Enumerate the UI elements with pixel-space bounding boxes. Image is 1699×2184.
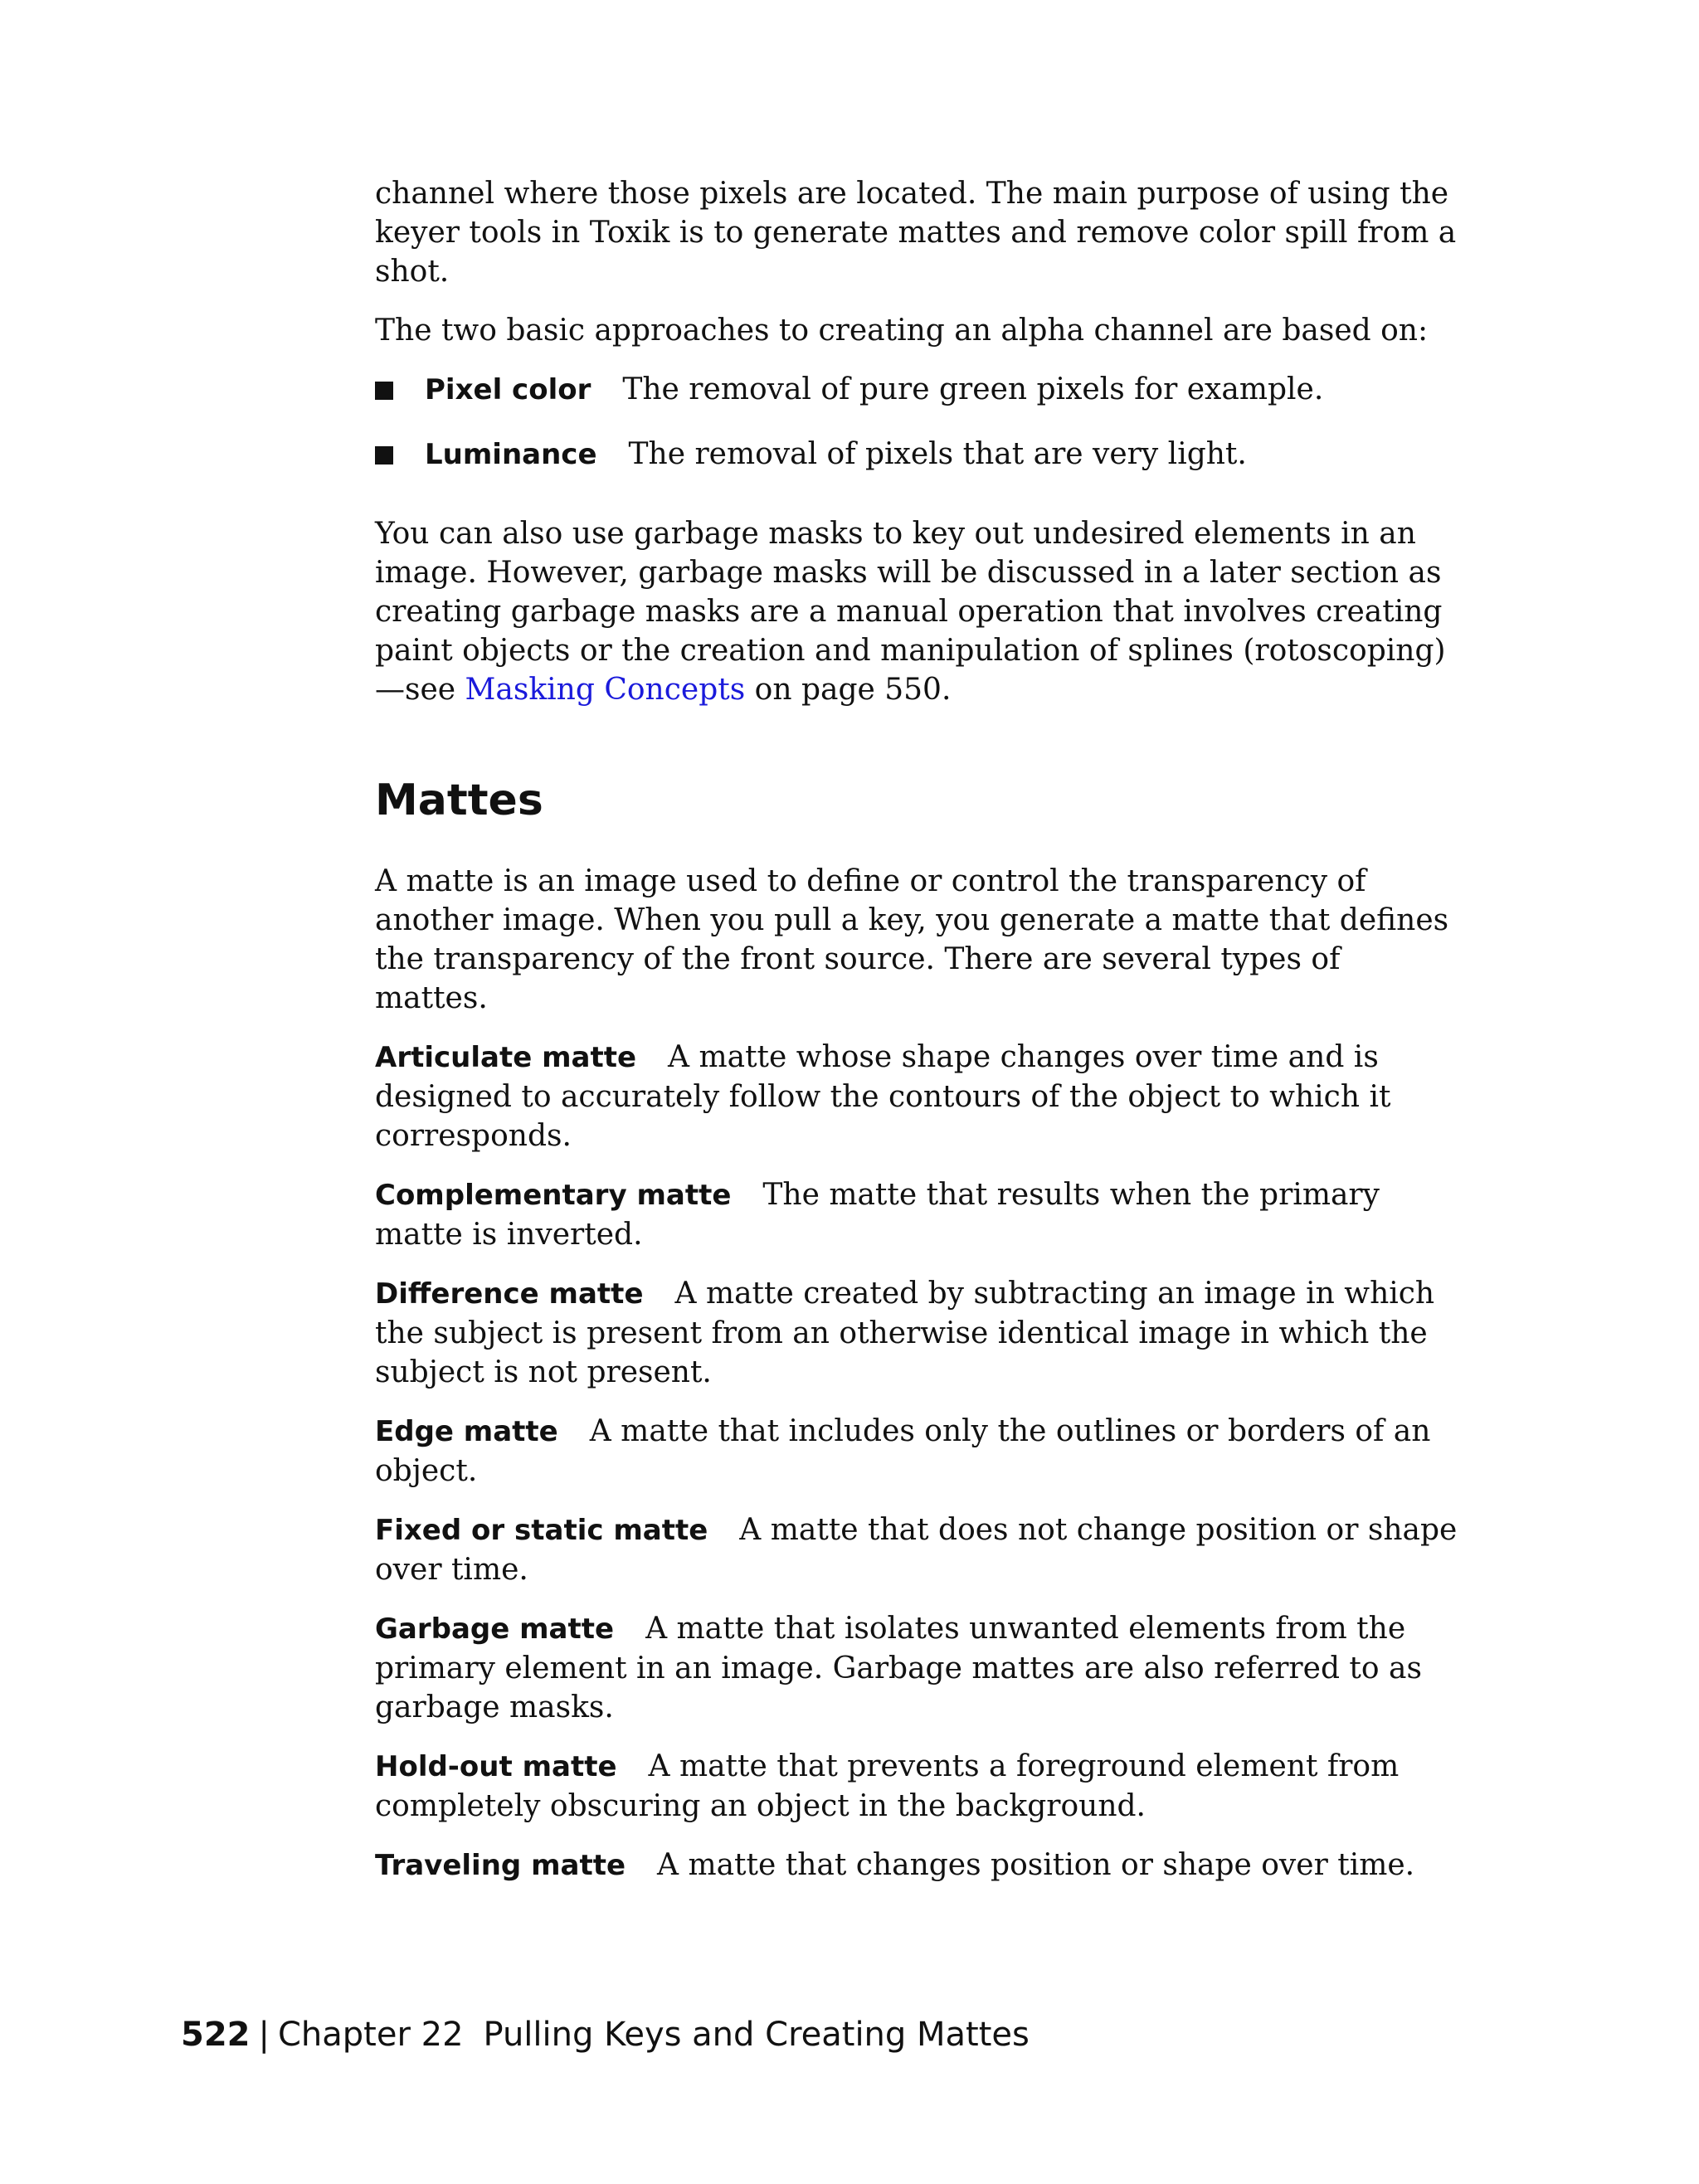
definition-text: A matte whose shape changes over time and is designed to accurately follow the contours of the object to which it corresponds. <box>375 1040 1391 1153</box>
definition-item <box>375 1846 1462 1885</box>
definition-item <box>375 1038 1462 1155</box>
definition-item <box>375 1510 1462 1589</box>
bullet-term: Pixel color <box>425 373 591 406</box>
definition-item <box>375 1747 1462 1826</box>
definition-term: Difference matte <box>375 1277 644 1311</box>
definition-item <box>375 1175 1462 1254</box>
definition-text: A matte that isolates unwanted elements from the primary element in an image. Garbage mattes are also referred to as garbage masks. <box>375 1612 1422 1724</box>
page-footer <box>181 2014 1030 2055</box>
definition-term: Traveling matte <box>375 1849 626 1882</box>
bullet-text: The removal of pure green pixels for example. <box>622 372 1324 406</box>
square-bullet-icon <box>375 446 393 465</box>
page-number: 522 <box>181 2016 251 2054</box>
definition-text: A matte that changes position or shape over time. <box>657 1848 1415 1882</box>
definition-term: Complementary matte <box>375 1179 732 1212</box>
list-item <box>375 370 1462 410</box>
definition-text: A matte that prevents a foreground element from completely obscuring an object in the background. <box>375 1749 1400 1823</box>
page-content <box>375 174 1462 1905</box>
paragraph-text: You can also use garbage masks to key out undesired elements in an image. However, garbage masks will be discussed in a later section as creating garbage masks are a manual operation that involves creating paint objects or the creation and manipulation of splines (rotoscoping)—see <box>375 517 1446 707</box>
bullet-term: Luminance <box>425 438 597 471</box>
definition-text: A matte that does not change position or shape over time. <box>375 1513 1458 1587</box>
intro-paragraph-2: The two basic approaches to creating an alpha channel are based on: <box>375 314 1429 348</box>
definition-term: Garbage matte <box>375 1612 615 1646</box>
chapter-label: Chapter 22 <box>277 2016 464 2054</box>
intro-paragraph-1: channel where those pixels are located. The main purpose of using the keyer tools in Toxik is to generate mattes and remove color spill from a shot. <box>375 177 1457 289</box>
approach-list <box>375 370 1462 474</box>
list-item <box>375 435 1462 474</box>
mattes-intro-paragraph: A matte is an image used to define or control the transparency of another image. When you pull a key, you generate a matte that defines the transparency of the front source. There are several types of mattes. <box>375 864 1449 1015</box>
footer-separator: | <box>258 2016 270 2054</box>
definition-item <box>375 1412 1462 1491</box>
chapter-title: Pulling Keys and Creating Mattes <box>483 2016 1030 2054</box>
definition-text: A matte that includes only the outlines or borders of an object. <box>375 1414 1431 1488</box>
definition-item <box>375 1274 1462 1392</box>
paragraph-text: on page 550. <box>745 673 952 707</box>
definition-term: Articulate matte <box>375 1041 637 1074</box>
definition-text: The matte that results when the primary matte is inverted. <box>375 1178 1380 1252</box>
definition-term: Edge matte <box>375 1415 558 1448</box>
section-heading: Mattes <box>375 776 543 825</box>
square-bullet-icon <box>375 382 393 400</box>
definition-term: Hold-out matte <box>375 1750 617 1783</box>
definition-term: Fixed or static matte <box>375 1514 708 1547</box>
definition-text: A matte created by subtracting an image in which the subject is present from an otherwise identical image in which the subject is not present. <box>375 1277 1435 1389</box>
bullet-text: The removal of pixels that are very light. <box>628 437 1247 471</box>
masking-concepts-link[interactable]: Masking Concepts <box>465 673 746 707</box>
definition-item <box>375 1609 1462 1727</box>
intro-paragraph-3 <box>375 514 1462 709</box>
